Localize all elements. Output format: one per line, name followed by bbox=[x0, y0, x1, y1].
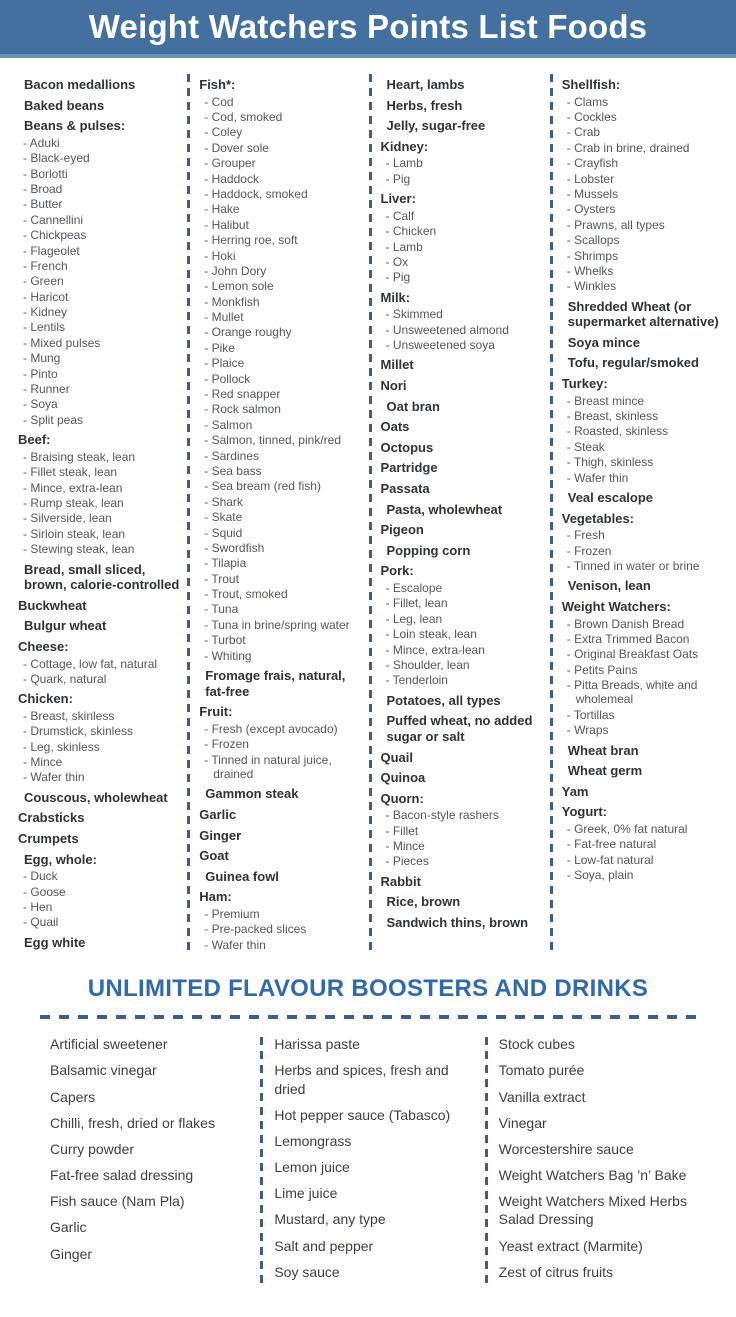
booster-item: Vinegar bbox=[498, 1114, 547, 1131]
food-heading: Partridge bbox=[380, 460, 438, 476]
booster-item: Weight Watchers Bag ’n’ Bake bbox=[498, 1167, 687, 1184]
food-item: - Broad bbox=[23, 181, 63, 196]
food-item: - Lobster bbox=[566, 171, 615, 186]
dashed-divider-vertical bbox=[369, 74, 372, 951]
boosters-section bbox=[0, 975, 736, 1317]
food-item: - Leg, lean bbox=[385, 611, 443, 626]
food-heading: Venison, lean bbox=[567, 578, 651, 594]
food-item: - Turbot bbox=[204, 633, 246, 648]
food-heading: Couscous, wholewheat bbox=[24, 789, 168, 805]
food-item: - Crayfish bbox=[566, 156, 619, 171]
food-item: - Fillet bbox=[385, 823, 419, 838]
food-heading: Fruit: bbox=[199, 704, 233, 720]
booster-column-3 bbox=[489, 1035, 708, 1289]
food-item: - Whiting bbox=[204, 648, 252, 663]
food-item: - Green bbox=[23, 274, 64, 289]
food-item: - Scallops bbox=[566, 233, 620, 248]
food-item: - Pollock bbox=[204, 371, 251, 386]
food-item: - Fillet steak, lean bbox=[23, 465, 118, 480]
food-item: - Trout bbox=[204, 571, 239, 586]
food-item: - Mussels bbox=[566, 186, 619, 201]
food-heading: Milk: bbox=[380, 289, 411, 305]
food-item: - Thigh, skinless bbox=[566, 455, 654, 470]
food-item: - Whelks bbox=[566, 263, 614, 278]
food-item: - Tuna bbox=[204, 602, 239, 617]
food-item: - Coley bbox=[204, 125, 243, 140]
food-heading: Tofu, regular/smoked bbox=[567, 355, 699, 371]
food-heading: Passata bbox=[380, 481, 430, 497]
food-heading: Pasta, wholewheat bbox=[386, 501, 503, 517]
food-item: - Grouper bbox=[204, 156, 256, 171]
food-heading: Potatoes, all types bbox=[386, 692, 501, 708]
food-item: - Tortillas bbox=[566, 707, 615, 722]
food-item: - Herring roe, soft bbox=[204, 233, 298, 248]
booster-item: Vanilla extract bbox=[498, 1088, 586, 1105]
food-heading: Gammon steak bbox=[205, 786, 299, 802]
booster-item: Worcestershire sauce bbox=[498, 1140, 634, 1157]
food-item: - Clams bbox=[566, 94, 609, 109]
food-heading: Oats bbox=[380, 419, 410, 435]
food-heading: Crumpets bbox=[18, 831, 79, 847]
booster-column-1 bbox=[40, 1035, 259, 1289]
food-item: - Stewing steak, lean bbox=[23, 542, 135, 557]
food-heading: Beef: bbox=[18, 432, 51, 448]
food-item: - Fresh (except avocado) bbox=[204, 721, 338, 736]
food-heading: Guinea fowl bbox=[205, 868, 279, 884]
booster-item: Herbs and spices, fresh and dried bbox=[274, 1062, 449, 1097]
booster-item: Harissa paste bbox=[274, 1036, 360, 1053]
boosters-columns bbox=[0, 1033, 736, 1317]
food-heading: Goat bbox=[199, 848, 229, 864]
food-item: - Lentils bbox=[23, 320, 66, 335]
food-item: - Prawns, all types bbox=[566, 217, 665, 232]
food-heading: Puffed wheat, no added sugar or salt bbox=[386, 713, 533, 744]
food-item: - Lamb bbox=[385, 239, 423, 254]
food-item: - Dover sole bbox=[204, 140, 269, 155]
food-heading: Quinoa bbox=[380, 770, 426, 786]
booster-item: Salt and pepper bbox=[274, 1237, 374, 1254]
booster-item: Stock cubes bbox=[498, 1036, 575, 1053]
food-item: - Black-eyed bbox=[23, 151, 90, 166]
food-heading: Octopus bbox=[380, 439, 434, 455]
food-heading: Cheese: bbox=[18, 638, 69, 654]
booster-item: Ginger bbox=[50, 1245, 93, 1262]
food-item: - Flageolet bbox=[23, 243, 80, 258]
food-item: - Haddock bbox=[204, 171, 259, 186]
food-item: - Trout, smoked bbox=[204, 587, 288, 602]
food-heading: Bacon medallions bbox=[24, 77, 136, 92]
food-heading: Crabsticks bbox=[18, 810, 85, 826]
food-item: - Mince bbox=[23, 755, 63, 770]
food-item: - Lamb bbox=[385, 156, 423, 171]
food-item: - Hake bbox=[204, 202, 240, 217]
booster-item: Yeast extract (Marmite) bbox=[498, 1237, 643, 1254]
food-item: - Bacon-style rashers bbox=[385, 808, 499, 823]
food-item: - Pike bbox=[204, 340, 235, 355]
food-item: - Salmon, tinned, pink/red bbox=[204, 433, 341, 448]
food-heading: Bread, small sliced, brown, calorie-controlled bbox=[24, 561, 180, 593]
food-heading: Vegetables: bbox=[561, 510, 635, 526]
food-heading: Beans & pulses: bbox=[24, 118, 126, 134]
food-item: - John Dory bbox=[204, 263, 267, 278]
food-heading: Soya mince bbox=[567, 334, 641, 350]
food-heading: Yam bbox=[561, 783, 589, 799]
boosters-heading: UNLIMITED FLAVOUR BOOSTERS AND DRINKS bbox=[87, 975, 649, 1003]
food-item: - Frozen bbox=[566, 543, 612, 558]
booster-item: Tomato purée bbox=[498, 1062, 585, 1079]
food-item: - Fat-free natural bbox=[566, 837, 657, 852]
food-heading: Kidney: bbox=[380, 138, 429, 154]
food-heading: Yogurt: bbox=[561, 804, 607, 820]
food-heading: Ham: bbox=[199, 889, 232, 905]
food-item: - Roasted, skinless bbox=[566, 424, 669, 439]
food-heading: Baked beans bbox=[24, 97, 105, 113]
food-item: - Haricot bbox=[23, 289, 69, 304]
food-item: - Rock salmon bbox=[204, 402, 281, 417]
food-item: - Fillet, lean bbox=[385, 596, 448, 611]
food-item: - Unsweetened soya bbox=[385, 338, 495, 353]
booster-item: Curry powder bbox=[50, 1140, 135, 1157]
food-item: - Sea bream (red fish) bbox=[204, 479, 321, 494]
food-item: - Tinned in natural juice, drained bbox=[204, 752, 332, 781]
food-heading: Jelly, sugar-free bbox=[386, 118, 486, 134]
food-item: - Sirloin steak, lean bbox=[23, 526, 126, 541]
food-heading: Nori bbox=[380, 378, 407, 394]
food-heading: Pork: bbox=[380, 563, 414, 579]
food-item: - Low-fat natural bbox=[566, 852, 654, 867]
food-item: - Tinned in water or brine bbox=[566, 558, 700, 573]
food-item: - Salmon bbox=[204, 417, 253, 432]
food-heading: Wheat germ bbox=[567, 763, 643, 779]
food-item: - Premium bbox=[204, 906, 260, 921]
food-item: - Shoulder, lean bbox=[385, 657, 470, 672]
food-heading: Buckwheat bbox=[18, 597, 87, 613]
food-item: - Tenderloin bbox=[385, 673, 448, 688]
foods-section bbox=[0, 58, 736, 959]
food-item: - Aduki bbox=[23, 135, 60, 150]
food-item: - Steak bbox=[566, 439, 605, 454]
food-item: - Chicken bbox=[385, 224, 437, 239]
dashed-divider-vertical bbox=[550, 74, 553, 951]
food-item: - Lemon sole bbox=[204, 279, 274, 294]
food-item: - Haddock, smoked bbox=[204, 186, 308, 201]
food-item: - Loin steak, lean bbox=[385, 627, 477, 642]
food-item: - Sea bass bbox=[204, 463, 262, 478]
food-item: - Halibut bbox=[204, 217, 249, 232]
food-item: - Cockles bbox=[566, 109, 617, 124]
food-item: - Crab bbox=[566, 125, 601, 140]
food-heading: Rabbit bbox=[380, 873, 421, 889]
food-item: - Skimmed bbox=[385, 307, 443, 322]
booster-item: Chilli, fresh, dried or flakes bbox=[50, 1114, 215, 1131]
food-item: - Soya, plain bbox=[566, 868, 634, 883]
food-column-2 bbox=[191, 72, 367, 953]
food-heading: Weight Watchers: bbox=[561, 598, 671, 614]
food-column-3 bbox=[373, 72, 549, 953]
food-item: - Duck bbox=[23, 869, 58, 884]
food-item: - Calf bbox=[385, 208, 415, 223]
food-item: - Unsweetened almond bbox=[385, 322, 509, 337]
food-item: - Pinto bbox=[23, 366, 58, 381]
food-item: - Sardines bbox=[204, 448, 259, 463]
food-item: - Shrimps bbox=[566, 248, 619, 263]
food-item: - Petits Pains bbox=[566, 662, 638, 677]
food-item: - Monkfish bbox=[204, 294, 260, 309]
booster-item: Weight Watchers Mixed Herbs Salad Dressing bbox=[498, 1193, 687, 1228]
food-heading: Garlic bbox=[199, 806, 237, 822]
food-heading: Ginger bbox=[199, 827, 242, 843]
food-item: - Quail bbox=[23, 915, 59, 930]
food-heading: Millet bbox=[380, 357, 414, 373]
food-item: - Borlotti bbox=[23, 166, 68, 181]
food-item: - Wraps bbox=[566, 723, 609, 738]
food-item: - Frozen bbox=[204, 737, 249, 752]
food-heading: Quail bbox=[380, 749, 414, 765]
food-item: - Hoki bbox=[204, 248, 236, 263]
food-item: - Tilapia bbox=[204, 556, 247, 571]
booster-item: Fat-free salad dressing bbox=[50, 1167, 194, 1184]
booster-item: Hot pepper sauce (Tabasco) bbox=[274, 1106, 451, 1123]
food-item: - Original Breakfast Oats bbox=[566, 647, 699, 662]
food-item: - Mince bbox=[385, 839, 425, 854]
food-item: - Orange roughy bbox=[204, 325, 292, 340]
booster-item: Lemon juice bbox=[274, 1159, 350, 1176]
food-item: - Wafer thin bbox=[204, 937, 266, 952]
booster-item: Mustard, any type bbox=[274, 1211, 386, 1228]
food-item: - Wafer thin bbox=[23, 770, 85, 785]
food-item: - Mixed pulses bbox=[23, 335, 101, 350]
food-heading: Egg, whole: bbox=[24, 851, 97, 867]
food-item: - Pitta Breads, white and wholemeal bbox=[566, 678, 698, 707]
food-item: - Mince, extra-lean bbox=[23, 480, 123, 495]
food-item: - Soya bbox=[23, 397, 58, 412]
dashed-divider-vertical bbox=[187, 74, 190, 951]
food-heading: Sandwich thins, brown bbox=[386, 915, 529, 931]
title-bar bbox=[0, 0, 736, 58]
booster-item: Soy sauce bbox=[274, 1263, 340, 1280]
booster-item: Balsamic vinegar bbox=[50, 1062, 157, 1079]
food-item: - Leg, skinless bbox=[23, 739, 100, 754]
booster-item: Fish sauce (Nam Pla) bbox=[50, 1193, 185, 1210]
booster-item: Zest of citrus fruits bbox=[498, 1263, 614, 1280]
food-item: - Breast, skinless bbox=[23, 708, 115, 723]
food-item: - Cannellini bbox=[23, 212, 84, 227]
food-item: - Pieces bbox=[385, 854, 429, 869]
food-item: - Extra Trimmed Bacon bbox=[566, 631, 690, 646]
food-item: - Pig bbox=[385, 270, 411, 285]
food-item: - Winkles bbox=[566, 279, 617, 294]
food-item: - Greek, 0% fat natural bbox=[566, 822, 688, 837]
food-heading: Heart, lambs bbox=[386, 77, 465, 92]
food-item: - Skate bbox=[204, 510, 243, 525]
food-item: - Plaice bbox=[204, 356, 245, 371]
food-heading: Egg white bbox=[24, 934, 86, 950]
dashed-divider-vertical bbox=[260, 1037, 263, 1287]
page-title: Weight Watchers Points List Foods bbox=[88, 8, 648, 45]
food-item: - Escalope bbox=[385, 581, 443, 595]
food-heading: Fish*: bbox=[199, 77, 236, 92]
food-item: - Runner bbox=[23, 382, 70, 397]
booster-item: Lime juice bbox=[274, 1185, 338, 1202]
food-heading: Oat bran bbox=[386, 398, 440, 414]
food-heading: Popping corn bbox=[386, 542, 471, 558]
food-heading: Quorn: bbox=[380, 790, 424, 806]
booster-item: Lemongrass bbox=[274, 1132, 352, 1149]
food-item: - Pre-packed slices bbox=[204, 922, 307, 937]
food-item: - Squid bbox=[204, 525, 243, 540]
food-column-4 bbox=[554, 72, 730, 953]
food-item: - Oysters bbox=[566, 202, 616, 217]
food-item: - Chickpeas bbox=[23, 228, 87, 243]
dashed-divider-vertical bbox=[485, 1037, 488, 1287]
food-heading: Herbs, fresh bbox=[386, 97, 463, 113]
food-item: - Quark, natural bbox=[23, 671, 107, 686]
food-item: - Mullet bbox=[204, 310, 244, 325]
food-item: - French bbox=[23, 258, 68, 273]
food-item: - Silverside, lean bbox=[23, 511, 112, 526]
food-item: - Drumstick, skinless bbox=[23, 724, 134, 739]
booster-item: Capers bbox=[50, 1088, 96, 1105]
food-item: - Fresh bbox=[566, 528, 605, 543]
food-heading: Rice, brown bbox=[386, 894, 461, 910]
dashed-divider-horizontal bbox=[40, 1015, 696, 1019]
booster-column-2 bbox=[264, 1035, 483, 1289]
food-heading: Veal escalope bbox=[567, 489, 654, 505]
food-heading: Liver: bbox=[380, 191, 416, 207]
food-heading: Turkey: bbox=[561, 376, 608, 392]
food-item: - Crab in brine, drained bbox=[566, 140, 690, 155]
booster-item: Artificial sweetener bbox=[50, 1036, 168, 1053]
food-item: - Breast, skinless bbox=[566, 409, 659, 424]
food-item: - Rump steak, lean bbox=[23, 495, 124, 510]
food-item: - Pig bbox=[385, 171, 411, 186]
food-column-1 bbox=[10, 72, 186, 953]
food-item: - Kidney bbox=[23, 305, 68, 320]
food-item: - Braising steak, lean bbox=[23, 449, 136, 464]
food-item: - Mung bbox=[23, 351, 61, 366]
food-item: - Cod bbox=[204, 94, 234, 109]
food-item: - Cod, smoked bbox=[204, 109, 283, 124]
food-heading: Fromage frais, natural, fat-free bbox=[205, 668, 346, 699]
food-item: - Tuna in brine/spring water bbox=[204, 617, 350, 632]
food-item: - Split peas bbox=[23, 412, 84, 427]
food-item: - Hen bbox=[23, 899, 53, 914]
booster-item: Garlic bbox=[50, 1219, 87, 1236]
food-item: - Brown Danish Bread bbox=[566, 616, 685, 631]
food-item: - Red snapper bbox=[204, 387, 281, 402]
food-heading: Pigeon bbox=[380, 522, 424, 538]
food-heading: Bulgur wheat bbox=[24, 618, 107, 634]
food-heading: Shredded Wheat (or supermarket alternative) bbox=[567, 298, 719, 330]
food-item: - Wafer thin bbox=[566, 470, 629, 485]
food-item: - Ox bbox=[385, 254, 409, 269]
food-item: - Breast mince bbox=[566, 393, 645, 408]
food-heading: Shellfish: bbox=[561, 77, 621, 92]
food-heading: Wheat bran bbox=[567, 742, 639, 758]
food-heading: Chicken: bbox=[18, 691, 73, 707]
food-item: - Butter bbox=[23, 197, 63, 212]
food-item: - Swordfish bbox=[204, 540, 265, 555]
food-item: - Shark bbox=[204, 494, 243, 509]
food-item: - Mince, extra-lean bbox=[385, 642, 485, 657]
food-item: - Cottage, low fat, natural bbox=[23, 656, 158, 671]
food-item: - Goose bbox=[23, 884, 66, 899]
